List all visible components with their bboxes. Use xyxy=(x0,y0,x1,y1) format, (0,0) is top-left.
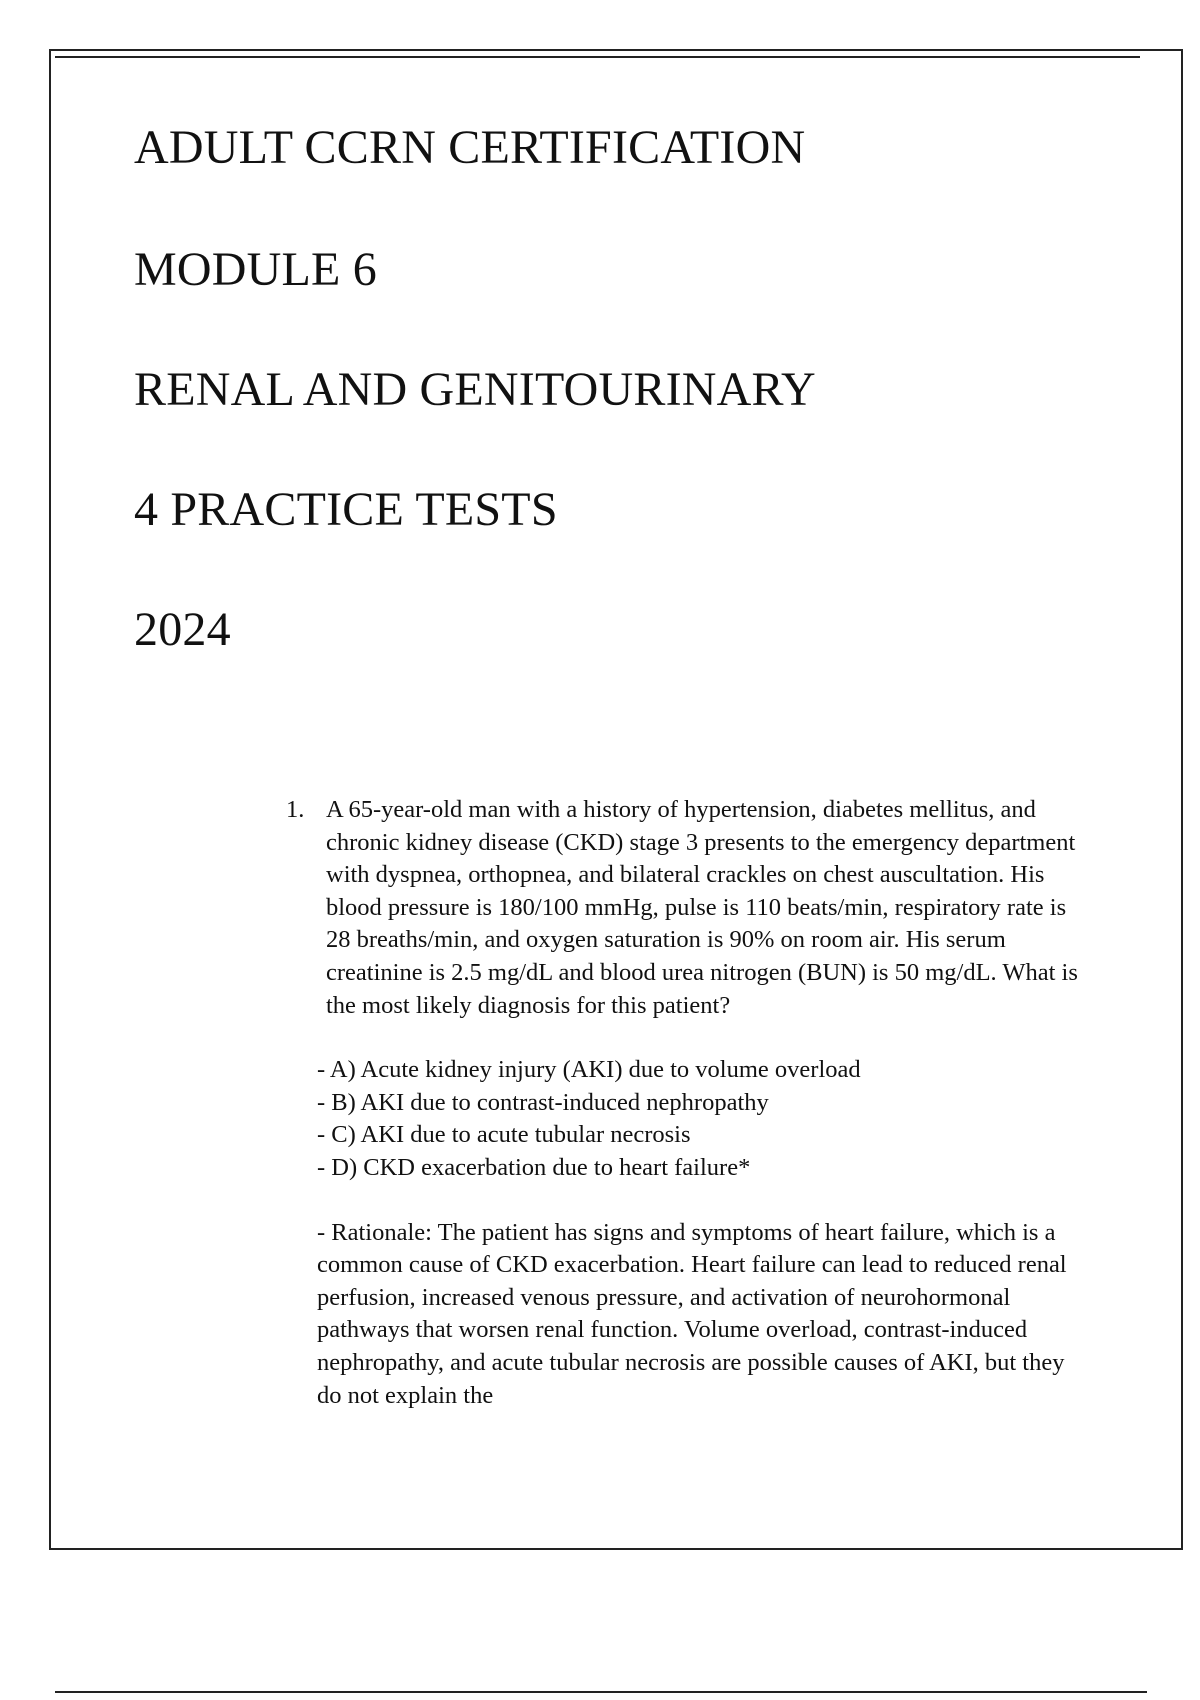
question-text: A 65-year-old man with a history of hypertension, diabetes mellitus, and chronic kidney disease (CKD) stage 3 presents to the emergency department with dyspnea, orthopnea, and bilateral crackles on chest auscultation. His blood pressure is 180/100 mmHg, pulse is 110 beats/min, respiratory rate is 28 breaths/min, and oxygen saturation is 90% on room air. His serum creatinine is 2.5 mg/dL and blood urea nitrogen (BUN) is 50 mg/dL. What is the most likely diagnosis for this patient? xyxy=(326,796,1078,1019)
rationale-text: - Rationale: The patient has signs and symptoms of heart failure, which is a common cause of CKD exacerbation. Heart failure can lead to reduced renal perfusion, increased venous pressure, and activation of neurohormonal pathways that worsen renal function. Volume overload, contrast-induced nephropathy, and acute tubular necrosis are possible causes of AKI, but they do not explain the xyxy=(317,1218,1067,1409)
question-number: 1. xyxy=(286,796,305,823)
bottom-rule-divider xyxy=(55,1691,1147,1693)
top-rule-divider xyxy=(55,56,1140,58)
title-year: 2024 xyxy=(134,603,231,656)
question-block xyxy=(286,794,1106,1412)
option-c: - C) AKI due to acute tubular necrosis xyxy=(317,1121,691,1149)
option-a: - A) Acute kidney injury (AKI) due to volume overload xyxy=(317,1056,861,1084)
title-topic: RENAL AND GENITOURINARY xyxy=(134,363,816,416)
title-certification: ADULT CCRN CERTIFICATION xyxy=(134,121,806,174)
title-module: MODULE 6 xyxy=(134,243,377,296)
option-b: - B) AKI due to contrast-induced nephropathy xyxy=(317,1088,769,1116)
title-practice-tests: 4 PRACTICE TESTS xyxy=(134,483,558,536)
answer-options xyxy=(317,1054,1106,1184)
option-d: - D) CKD exacerbation due to heart failure* xyxy=(317,1153,751,1181)
